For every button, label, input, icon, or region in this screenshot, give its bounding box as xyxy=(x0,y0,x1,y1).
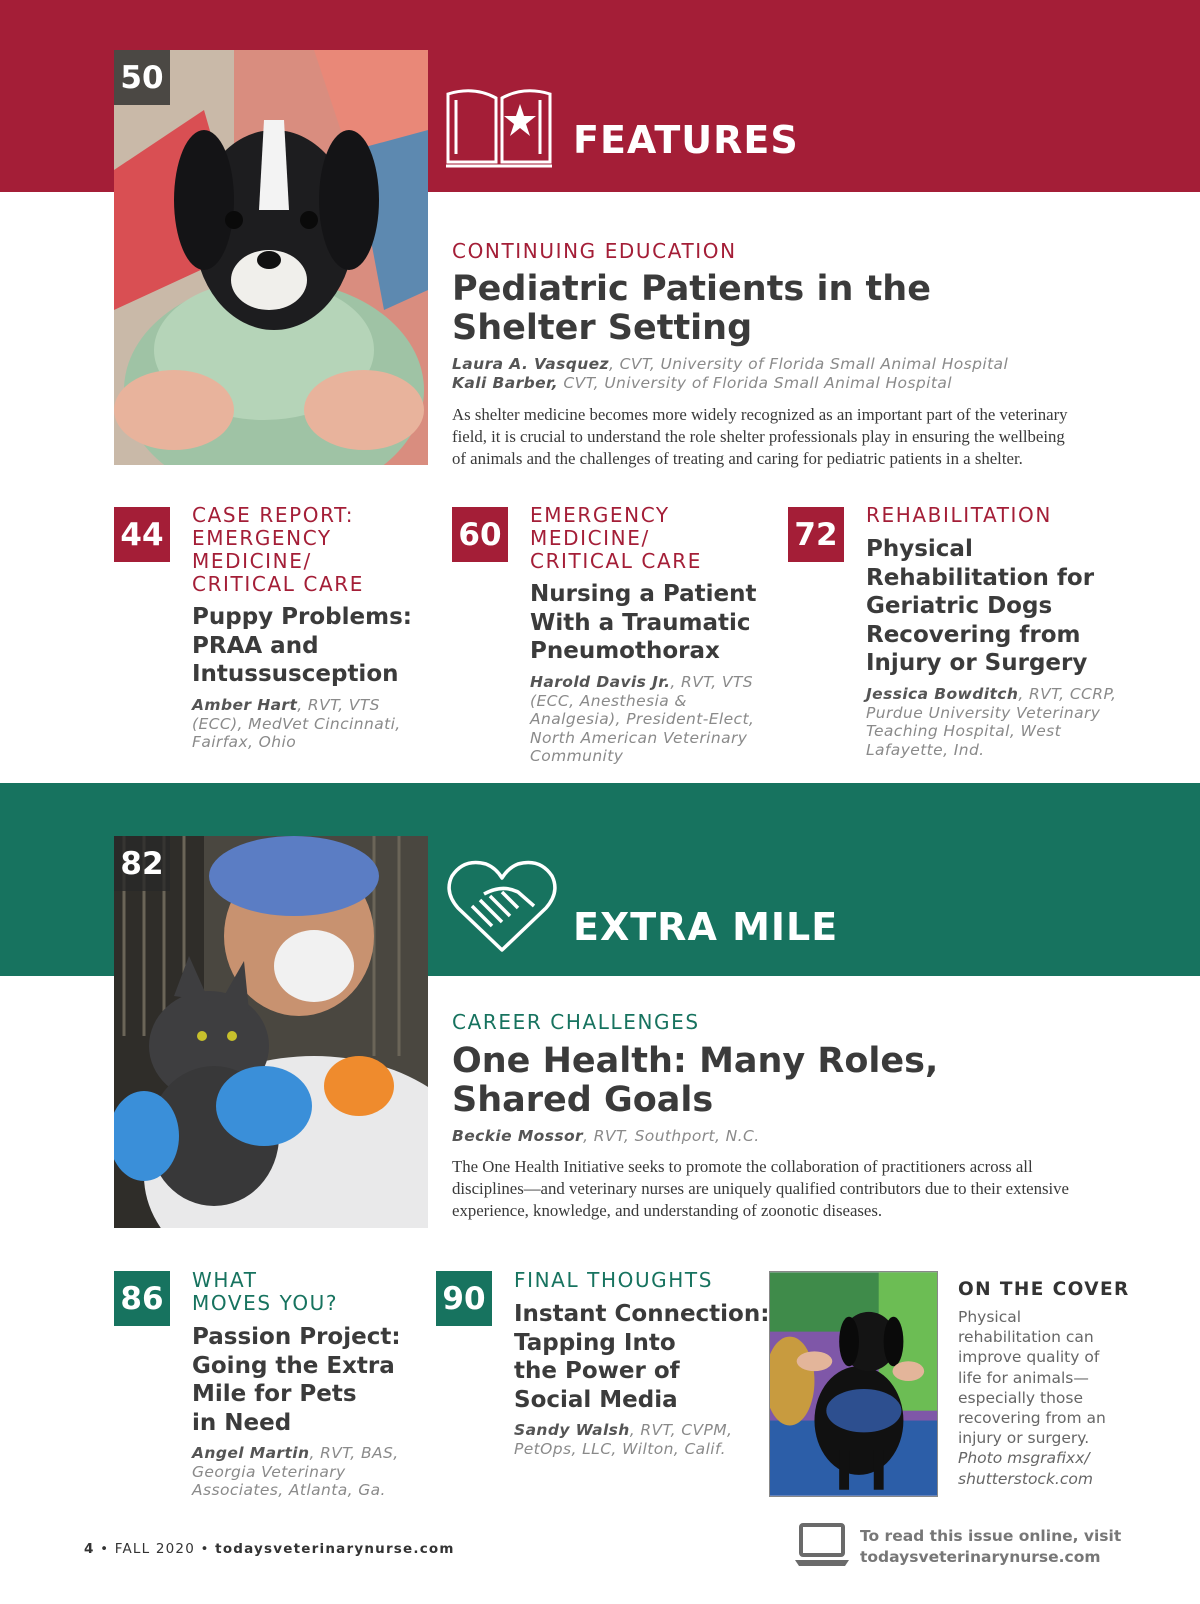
main-feature-dek: As shelter medicine becomes more widely recognized as an important part of the veterinary field, it is crucial to understand the role shelter professionals play in ensuring the wellbeing of animals and the challenges of treating and caring for pediatric patients in a shelter. xyxy=(452,405,1068,468)
folio-site[interactable]: todaysveterinarynurse.com xyxy=(215,1541,455,1557)
main-extra-kicker: CAREER CHALLENGES xyxy=(452,1010,700,1034)
article-kicker: WHAT MOVES YOU? xyxy=(192,1268,339,1315)
footer-folio: 4 • FALL 2020 • todaysveterinarynurse.com xyxy=(84,1541,455,1557)
extra-mile-section-title: EXTRA MILE xyxy=(573,905,839,949)
page-number-badge[interactable]: 72 xyxy=(788,507,844,562)
rescuer-cat-photo[interactable] xyxy=(114,836,428,1228)
page-number-badge[interactable]: 90 xyxy=(436,1271,492,1326)
main-feature-kicker: CONTINUING EDUCATION xyxy=(452,239,737,263)
folio-page-number: 4 xyxy=(84,1541,95,1557)
cover-heading: ON THE COVER xyxy=(958,1279,1130,1300)
page-number-badge[interactable]: 44 xyxy=(114,507,170,562)
cover-photo-credit: shutterstock.com xyxy=(958,1469,1093,1488)
article-byline: Angel Martin, RVT, BAS, Georgia Veterinary Associates, Atlanta, Ga. xyxy=(192,1444,399,1499)
article-headline[interactable]: Nursing a Patient With a Traumatic Pneumothorax xyxy=(530,581,757,664)
main-extra-byline: Beckie Mossor, RVT, Southport, N.C. xyxy=(452,1127,760,1145)
article-byline: Amber Hart, RVT, VTS (ECC), MedVet Cincinnati, Fairfax, Ohio xyxy=(192,696,401,751)
page-number-badge[interactable]: 50 xyxy=(114,50,170,105)
cover-caption: Physical rehabilitation can improve quality of life for animals— especially those recovering from an injury or surgery. Photo msgrafixx/ shutterstock.com xyxy=(958,1308,1106,1488)
article-kicker: REHABILITATION xyxy=(866,503,1052,527)
article-kicker: CASE REPORT: EMERGENCY MEDICINE/ CRITICAL CARE xyxy=(192,503,365,596)
article-headline[interactable]: Physical Rehabilitation for Geriatric Dogs Recovering from Injury or Surgery xyxy=(866,536,1095,676)
main-extra-dek: The One Health Initiative seeks to promote the collaboration of practitioners across all disciplines—and veterinary nurses are uniquely qualified contributors due to their extensive experience, knowledge, and understanding of zoonotic diseases. xyxy=(452,1157,1069,1220)
cover-photo-credit: Photo msgrafixx/ xyxy=(958,1449,1090,1468)
page-number-badge[interactable]: 60 xyxy=(452,507,508,562)
article-kicker: FINAL THOUGHTS xyxy=(514,1268,714,1292)
article-kicker: EMERGENCY MEDICINE/ CRITICAL CARE xyxy=(530,503,703,573)
page-number-badge[interactable]: 82 xyxy=(114,836,170,891)
article-byline: Jessica Bowditch, RVT, CCRP, Purdue University Veterinary Teaching Hospital, West Lafayette, Ind. xyxy=(866,685,1117,759)
laptop-icon xyxy=(794,1522,850,1568)
book-star-icon xyxy=(444,84,554,169)
article-byline: Sandy Walsh, RVT, CVPM, PetOps, LLC, Wilton, Calif. xyxy=(514,1421,733,1458)
heart-handshake-icon xyxy=(444,858,560,958)
article-byline: Harold Davis Jr., RVT, VTS (ECC, Anesthesia & Analgesia), President-Elect, North American Veterinary Community xyxy=(530,673,755,765)
main-feature-headline[interactable]: Pediatric Patients in the Shelter Setting xyxy=(452,269,931,348)
main-feature-byline: Laura A. Vasquez, CVT, University of Florida Small Animal Hospital Kali Barber, CVT, University of Florida Small Animal Hospital xyxy=(452,355,1009,392)
article-headline[interactable]: Passion Project: Going the Extra Mile for Pets in Need xyxy=(192,1324,401,1436)
features-section-title: FEATURES xyxy=(573,118,799,162)
read-online-note[interactable]: To read this issue online, visit todaysveterinarynurse.com xyxy=(860,1527,1122,1566)
article-headline[interactable]: Puppy Problems: PRAA and Intussusception xyxy=(192,604,412,687)
article-headline[interactable]: Instant Connection: Tapping Into the Power of Social Media xyxy=(514,1301,770,1413)
main-extra-headline[interactable]: One Health: Many Roles, Shared Goals xyxy=(452,1041,939,1120)
folio-issue: FALL 2020 xyxy=(114,1541,196,1557)
page-number-badge[interactable]: 86 xyxy=(114,1271,170,1326)
cover-photo[interactable] xyxy=(769,1271,938,1497)
puppy-photo[interactable] xyxy=(114,50,428,465)
